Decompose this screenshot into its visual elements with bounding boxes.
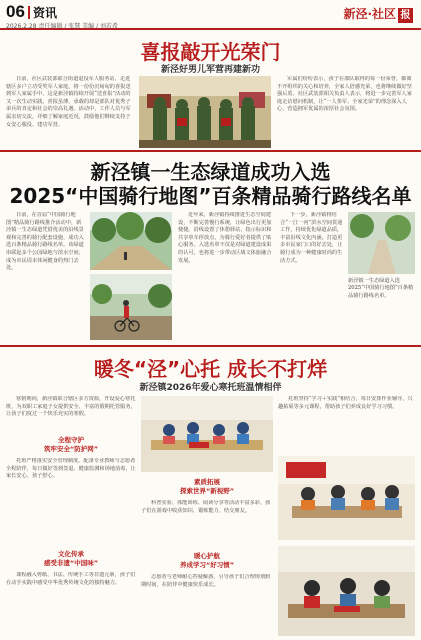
article2-column-1: [6, 212, 86, 340]
article3-col1-body1: [6, 458, 136, 546]
article3-col2-body2: [141, 574, 273, 636]
photo-children-crafts: [278, 546, 415, 636]
masthead: [0, 0, 421, 30]
article2-text-1: 日前，在首届“中国骑行地图”精品骑行路线推介活动中，新泾镇一生态绿道凭借优美的沿线景观和完善的骑行配套设施，成功入选百条精品骑行路线名单。该绿道串联起多个公园绿地与滨水空间，成为市民周末休闲健身的热门去处。: [6, 212, 84, 272]
article3-text-body-2: 课程融入剪纸、书法、传统手工等非遗元素，孩子们在动手实践中感受中华优秀传统文化的独特魅力。: [6, 572, 136, 586]
article2-photo-caption: 新泾镇一生态绿道入选2025“中国骑行地图”百条精品骑行路线名单。: [348, 278, 414, 299]
article2-text-2: 近年来，新泾镇持续推进生态空间建设，不断完善慢行系统，让绿色出行更加便捷。沿线设置了休憩驿站、指示标识和共享单车停放点，为骑行爱好者提供了贴心服务。入选名单不仅是对绿道建设成果的认可，也将进一步带动区域文体旅融合发展。: [178, 212, 272, 264]
article1-title: 喜报敲开光荣门: [140, 40, 281, 64]
article2-photo-2: [90, 274, 172, 340]
section-divider-1: [0, 150, 421, 152]
article3-photo-1: [141, 396, 273, 472]
article1-photo: [139, 76, 271, 148]
article3-text-body-3: 科普实验、体能训练、阅读分享等活动丰富多彩，孩子们在游戏中收获知识、锻炼能力、结交朋友。: [141, 500, 271, 514]
article3-subtitle: 新泾镇2026年爱心寒托班温情相伴: [139, 383, 282, 393]
article3-text-intro-1: 寒假期间，新泾镇联合辖区多方资源，开设爱心寒托班，为双职工家庭子女提供安全、丰富的假期托管服务，让孩子们度过一个快乐充实的寒假。: [6, 396, 136, 418]
photo-children-activity: [278, 456, 415, 540]
article3-col2-body1: [141, 500, 273, 548]
article3-text-body-4: 志愿者与老师耐心答疑解惑，引导孩子们合理规划假期时间，在陪伴中健康快乐成长。: [141, 574, 271, 588]
article1-column-2: [277, 76, 415, 148]
article3-subhead-2: 文化传承 感受非遗“中国味”: [43, 550, 99, 567]
photo-military-ceremony: [139, 76, 271, 148]
page-number-divider: [28, 6, 30, 19]
article1-text-1: 日前，社区武装部联合街道退役军人服务站，走进辖区多户立功受奖军人家庭，将一份份沉甸甸的喜报送到军人家属手中。这是新泾镇持续开展“送喜报”活动的又一次生动实践。喜报虽薄，承载的却是部队对优秀子弟兵的肯定和社会的崇高礼遇。活动中，工作人员与军属亲切交流，详细了解家庭近况，鼓励他们继续支持子女安心服役、建功军营。: [6, 76, 131, 128]
article2-title-line2: 2025“中国骑行地图”百条精品骑行路线名单: [9, 184, 412, 208]
article1-subtitle: 新泾好男儿军营再建新功: [160, 65, 260, 75]
photo-greenway-trees: [90, 212, 172, 270]
article2-text-3: 下一步，新泾镇将结合“一江一河”滨水空间贯通工作，持续优化绿道品质，丰富沿线文化内涵，打造更多市民家门口的好去处，让骑行成为一种健康时尚的生活方式。: [280, 212, 343, 264]
photo-children-class: [141, 396, 273, 472]
article3-title: 暖冬“泾”心托 成长不打烊: [93, 357, 328, 381]
article2-column-3: [280, 212, 344, 340]
article2-photo-3: [348, 212, 415, 274]
article3-subhead-3: 素质拓展 探索世界“新视野”: [179, 478, 235, 495]
article3-photo-2: [278, 456, 415, 540]
brand-logo: [343, 5, 413, 23]
article1-text-2: 军属们纷纷表示，孩子在部队取得的每一份荣誉，都离不开组织的关心和培养，全家人倍感光荣，也将继续做好坚强后盾。社区武装部相关负责人表示，将进一步完善军人家庭走访慰问机制，让“一人参军、全家光荣”的理念深入人心，营造拥军优属的浓厚社会氛围。: [277, 76, 412, 113]
article3-text-body-1: 托班严格落实安全管理制度，配备专业教师与志愿者全程陪伴，每日做好签到签退、健康监测和场地消毒，让家长安心、孩子舒心。: [6, 458, 136, 480]
brand-box: 报: [398, 8, 413, 23]
article2-title-line1: 新泾镇一生态绿道成功入选: [90, 160, 331, 184]
article3-subhead-1: 全程守护 筑牢安全“防护网”: [43, 436, 99, 453]
article3-col3-intro: [278, 396, 415, 450]
page-number: 06: [6, 2, 25, 21]
section-label: 资讯: [33, 6, 58, 20]
brand-text: 新泾·社区: [343, 7, 396, 21]
article3-col1-intro: [6, 396, 136, 434]
article3-photo-3: [278, 546, 415, 636]
photo-cyclists: [90, 274, 172, 340]
article3-text-intro-2: 托班坚持“学习＋实践”相结合，每日安排作业辅导、兴趣拓展等多元课程，帮助孩子们养成良好学习习惯。: [278, 396, 413, 410]
article2-column-2: [178, 212, 274, 340]
article1-column-1: [6, 76, 134, 148]
article3-subhead-4: 暖心护航 养成学习“好习惯”: [179, 552, 235, 569]
article2-photo-1: [90, 212, 172, 270]
issue-meta: 2026.2.28 责任编辑 / 张慧 美编 / 刘若希: [6, 23, 119, 30]
section-divider-2: [0, 345, 421, 347]
article3-col1-body2: [6, 572, 136, 636]
photo-park-path: [348, 212, 415, 274]
